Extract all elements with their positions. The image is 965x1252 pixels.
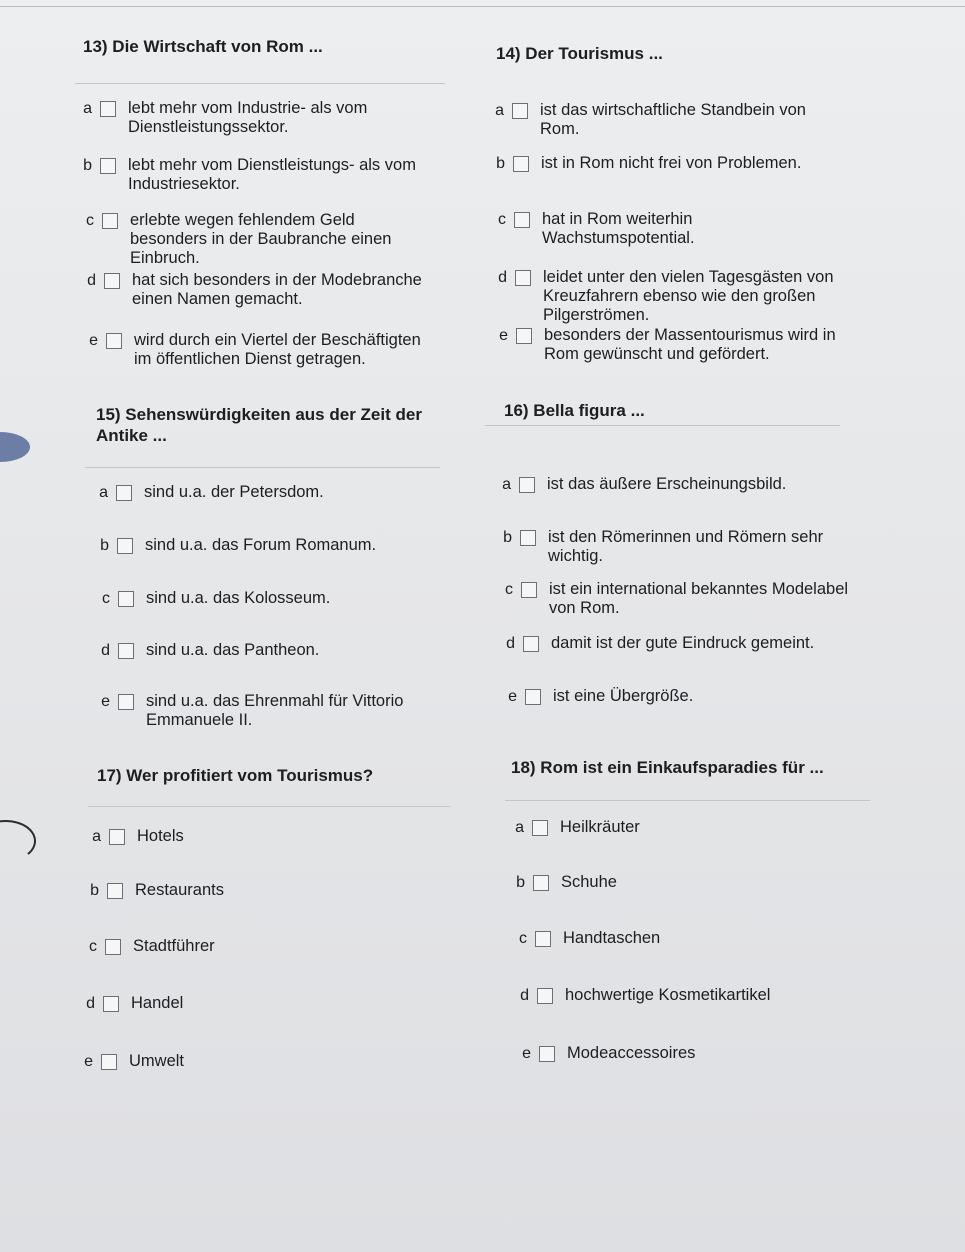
option-letter: c [498,211,506,228]
q16-option-e [503,687,693,706]
option-text: leidet unter den vielen Tagesgästen von Kreuzfahrern ebenso wie den großen Pilgerströmen. [543,268,834,324]
option-letter: d [498,269,507,286]
checkbox[interactable] [118,643,134,659]
checkbox[interactable] [537,988,553,1004]
checkbox[interactable] [516,328,532,344]
option-text: wird durch ein Viertel der Beschäftigten im öffentlichen Dienst getragen. [134,331,421,368]
option-text: erlebte wegen fehlendem Geld besonders in der Baubranche einen Einbruch. [130,211,392,267]
option-text: ist in Rom nicht frei von Problemen. [541,154,802,172]
option-letter: e [508,688,517,705]
option-letter: c [519,930,527,947]
option-letter: d [87,272,96,289]
option-text: ist das wirtschaftliche Standbein von Rom. [540,101,806,138]
option-text: Handtaschen [563,929,661,947]
option-letter: e [499,327,508,344]
q16-option-c [499,580,848,618]
q13-option-b [78,156,416,194]
q16-option-a [497,475,786,494]
option-text: Restaurants [135,881,224,899]
q17-option-b [85,881,224,900]
option-letter: d [506,635,515,652]
option-text: sind u.a. das Kolosseum. [146,589,331,607]
q17-option-e [79,1052,184,1071]
checkbox[interactable] [104,273,120,289]
checkbox[interactable] [539,1046,555,1062]
divider [505,800,870,801]
q15-option-b [95,536,376,555]
q18-option-b [511,873,617,892]
checkbox[interactable] [535,931,551,947]
option-letter: a [502,476,511,493]
q15-option-d [96,641,319,660]
checkbox[interactable] [102,213,118,229]
option-letter: b [83,157,92,174]
q15-option-e [96,692,403,730]
q18-option-a [510,818,640,837]
checkbox[interactable] [521,582,537,598]
option-letter: b [516,874,525,891]
q15-option-c [96,589,330,608]
option-text: Heilkräuter [560,818,640,836]
option-letter: d [86,995,95,1012]
checkbox[interactable] [107,883,123,899]
top-edge-line [0,6,965,7]
q17-option-c [83,937,215,956]
option-text: Handel [131,994,184,1012]
checkbox[interactable] [105,939,121,955]
checkbox[interactable] [523,636,539,652]
checkbox[interactable] [532,820,548,836]
question-13-title: 13) Die Wirtschaft von Rom ... [83,37,323,56]
checkbox[interactable] [116,485,132,501]
q14-option-c [492,210,695,248]
q14-option-b [491,154,801,173]
checkbox[interactable] [118,694,134,710]
option-text: hat in Rom weiterhin Wachstumspotential. [542,210,695,247]
option-text: ist eine Übergröße. [553,687,694,705]
checkbox[interactable] [118,591,134,607]
option-letter: a [83,100,92,117]
option-text: sind u.a. das Ehrenmahl für Vittorio Emmanuele II. [146,692,404,729]
option-letter: c [89,938,97,955]
question-17-title: 17) Wer profitiert vom Tourismus? [97,766,374,785]
checkbox[interactable] [100,158,116,174]
checkbox[interactable] [533,875,549,891]
option-text: Hotels [137,827,184,845]
option-letter: c [505,581,513,598]
option-text: besonders der Massentourismus wird in Rom gewünscht und gefördert. [544,326,836,363]
q15-option-a [94,483,324,502]
question-15-title: 15) Sehenswürdigkeiten aus der Zeit der Antike ... [96,405,422,445]
option-text: lebt mehr vom Dienstleistungs- als vom Industriesektor. [128,156,416,193]
q13-option-c [80,211,391,268]
checkbox[interactable] [525,689,541,705]
option-text: ist den Römerinnen und Römern sehr wichtig. [548,528,824,565]
checkbox[interactable] [514,212,530,228]
checkbox[interactable] [520,530,536,546]
option-text: hochwertige Kosmetikartikel [565,986,771,1004]
option-letter: c [86,212,94,229]
option-letter: a [495,102,504,119]
option-letter: e [101,693,110,710]
option-text: damit ist der gute Eindruck gemeint. [551,634,815,652]
checkbox[interactable] [117,538,133,554]
option-letter: a [92,828,101,845]
option-text: Modeaccessoires [567,1044,696,1062]
q17-option-d [81,994,183,1013]
option-letter: b [90,882,99,899]
checkbox[interactable] [519,477,535,493]
option-text: Stadtführer [133,937,215,955]
option-letter: b [100,537,109,554]
q13-option-d [82,271,422,309]
checkbox[interactable] [512,103,528,119]
option-letter: e [89,332,98,349]
option-text: sind u.a. das Pantheon. [146,641,320,659]
option-text: Schuhe [561,873,617,891]
checkbox[interactable] [109,829,125,845]
q14-option-d [493,268,834,325]
q16-option-b [498,528,823,566]
q18-option-e [517,1044,695,1063]
option-text: sind u.a. der Petersdom. [144,483,324,501]
checkbox[interactable] [106,333,122,349]
option-text: Umwelt [129,1052,185,1070]
option-letter: e [84,1053,93,1070]
q14-option-e [494,326,836,364]
divider [85,467,440,468]
option-letter: b [503,529,512,546]
punch-hole [0,432,30,462]
question-16-title: 16) Bella figura ... [504,401,645,420]
q18-option-c [513,929,660,948]
checkbox[interactable] [515,270,531,286]
q13-option-e [84,331,421,369]
punch-hole-outline [0,820,36,862]
option-letter: a [99,484,108,501]
divider [485,425,840,426]
option-letter: d [520,987,529,1004]
question-14-title: 14) Der Tourismus ... [496,44,663,63]
q16-option-d [501,634,814,653]
option-letter: b [496,155,505,172]
q13-option-a [78,99,367,137]
checkbox[interactable] [513,156,529,172]
option-letter: d [101,642,110,659]
divider [88,806,450,807]
q17-option-a [87,827,184,846]
q14-option-a [490,101,806,139]
q18-option-d [515,986,770,1005]
option-text: ist ein international bekanntes Modelabel von Rom. [549,580,849,617]
option-text: ist das äußere Erscheinungsbild. [547,475,787,493]
option-letter: e [522,1045,531,1062]
checkbox[interactable] [100,101,116,117]
checkbox[interactable] [101,1054,117,1070]
option-text: hat sich besonders in der Modebranche einen Namen gemacht. [132,271,422,308]
option-text: lebt mehr vom Industrie- als vom Dienstleistungssektor. [128,99,368,136]
option-text: sind u.a. das Forum Romanum. [145,536,377,554]
question-18-title: 18) Rom ist ein Einkaufsparadies für ... [511,758,824,777]
option-letter: a [515,819,524,836]
divider [75,83,445,84]
checkbox[interactable] [103,996,119,1012]
option-letter: c [102,590,110,607]
